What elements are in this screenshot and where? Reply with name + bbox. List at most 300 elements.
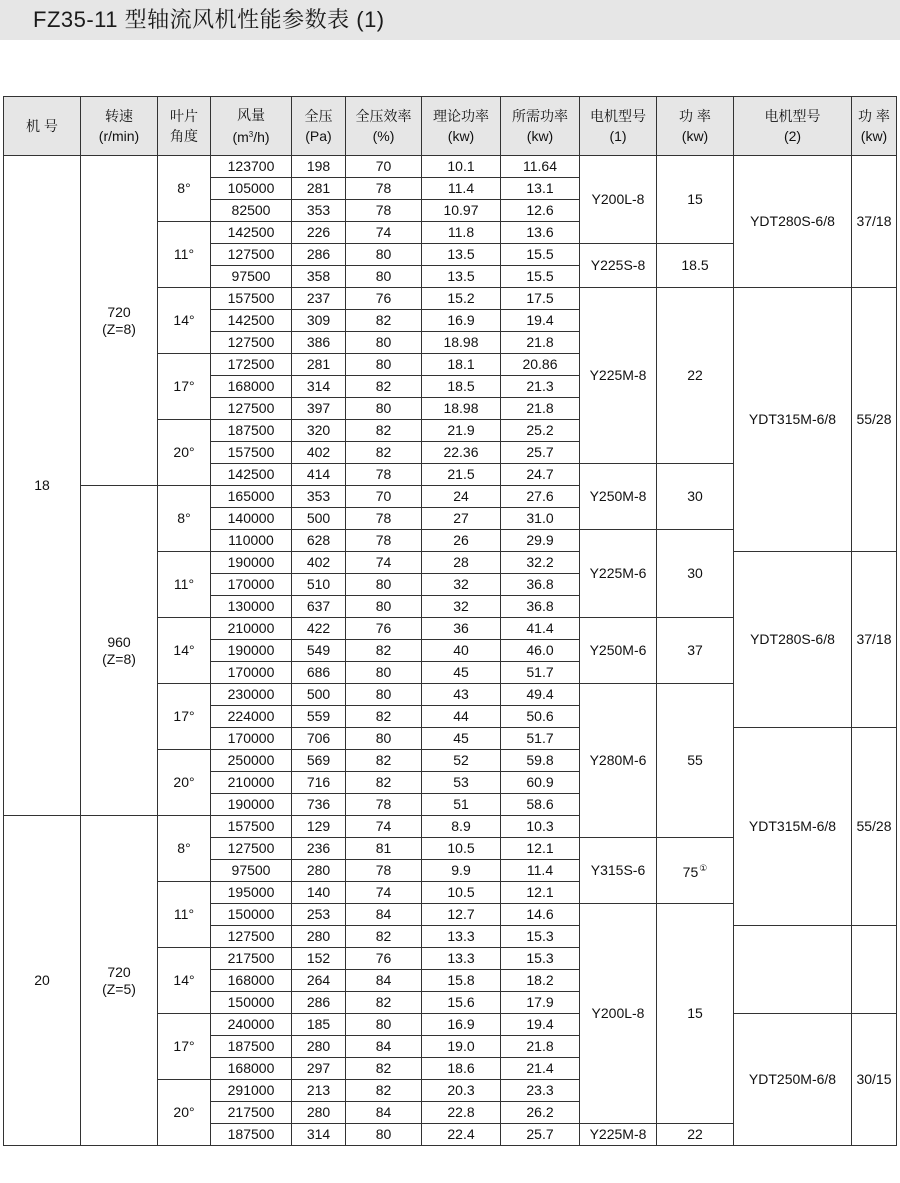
speed-cell xyxy=(81,816,158,1146)
blade-angle-cell: 14° xyxy=(158,948,211,1014)
required-power-cell: 14.6 xyxy=(501,904,580,926)
flow-cell: 127500 xyxy=(211,926,292,948)
header-required-power: 所需功率 (kw) xyxy=(501,97,580,156)
flow-cell: 170000 xyxy=(211,728,292,750)
flow-cell: 291000 xyxy=(211,1080,292,1102)
blade-angle-cell: 11° xyxy=(158,882,211,948)
required-power-cell: 25.7 xyxy=(501,1124,580,1146)
theory-power-cell: 51 xyxy=(422,794,501,816)
theory-power-cell: 10.1 xyxy=(422,156,501,178)
efficiency-cell: 84 xyxy=(346,1036,422,1058)
motor-model-1-cell: Y200L-8 xyxy=(580,904,657,1124)
motor-model-2-cell xyxy=(734,926,852,1014)
required-power-cell: 21.8 xyxy=(501,332,580,354)
motor-power-1-cell xyxy=(657,904,734,1124)
pressure-cell: 237 xyxy=(292,288,346,310)
pressure-cell: 510 xyxy=(292,574,346,596)
flow-cell: 142500 xyxy=(211,222,292,244)
efficiency-cell: 82 xyxy=(346,420,422,442)
pressure-cell: 402 xyxy=(292,442,346,464)
efficiency-cell: 82 xyxy=(346,1080,422,1102)
theory-power-cell: 44 xyxy=(422,706,501,728)
motor-power-1-cell xyxy=(657,618,734,684)
pressure-cell: 628 xyxy=(292,530,346,552)
pressure-cell: 226 xyxy=(292,222,346,244)
efficiency-cell: 80 xyxy=(346,684,422,706)
header-motor-power-1: 功 率 (kw) xyxy=(657,97,734,156)
pressure-cell: 402 xyxy=(292,552,346,574)
required-power-cell: 20.86 xyxy=(501,354,580,376)
flow-cell: 165000 xyxy=(211,486,292,508)
flow-cell: 168000 xyxy=(211,970,292,992)
pressure-cell: 253 xyxy=(292,904,346,926)
efficiency-cell: 84 xyxy=(346,970,422,992)
pressure-cell: 716 xyxy=(292,772,346,794)
flow-cell: 224000 xyxy=(211,706,292,728)
efficiency-cell: 76 xyxy=(346,948,422,970)
flow-cell: 210000 xyxy=(211,618,292,640)
motor-model-1-cell: Y225S-8 xyxy=(580,244,657,288)
efficiency-cell: 76 xyxy=(346,288,422,310)
theory-power-cell: 12.7 xyxy=(422,904,501,926)
motor-power-1-cell xyxy=(657,464,734,530)
required-power-cell: 10.3 xyxy=(501,816,580,838)
blade-angle-cell: 17° xyxy=(158,684,211,750)
theory-power-cell: 15.8 xyxy=(422,970,501,992)
blade-angle-cell: 11° xyxy=(158,552,211,618)
required-power-cell: 59.8 xyxy=(501,750,580,772)
motor-power-1-value: 22 xyxy=(687,367,703,383)
efficiency-cell: 80 xyxy=(346,728,422,750)
machine-no-cell: 20 xyxy=(4,816,81,1146)
theory-power-cell: 22.4 xyxy=(422,1124,501,1146)
efficiency-cell: 82 xyxy=(346,1058,422,1080)
motor-power-1-cell xyxy=(657,288,734,464)
flow-cell: 150000 xyxy=(211,904,292,926)
flow-cell: 127500 xyxy=(211,838,292,860)
motor-power-1-cell xyxy=(657,684,734,838)
theory-power-cell: 13.3 xyxy=(422,948,501,970)
blade-angle-cell: 17° xyxy=(158,1014,211,1080)
theory-power-cell: 20.3 xyxy=(422,1080,501,1102)
theory-power-cell: 9.9 xyxy=(422,860,501,882)
flow-cell: 187500 xyxy=(211,420,292,442)
efficiency-cell: 82 xyxy=(346,640,422,662)
required-power-cell: 41.4 xyxy=(501,618,580,640)
theory-power-cell: 13.3 xyxy=(422,926,501,948)
theory-power-cell: 26 xyxy=(422,530,501,552)
theory-power-cell: 8.9 xyxy=(422,816,501,838)
motor-model-1-cell: Y250M-8 xyxy=(580,464,657,530)
required-power-cell: 12.1 xyxy=(501,882,580,904)
theory-power-cell: 18.6 xyxy=(422,1058,501,1080)
motor-power-2-cell: 37/18 xyxy=(852,156,897,288)
pressure-cell: 320 xyxy=(292,420,346,442)
motor-power-1-cell xyxy=(657,838,734,904)
efficiency-cell: 78 xyxy=(346,794,422,816)
speed-value: 960 xyxy=(107,633,131,650)
efficiency-cell: 80 xyxy=(346,244,422,266)
required-power-cell: 31.0 xyxy=(501,508,580,530)
required-power-cell: 60.9 xyxy=(501,772,580,794)
efficiency-cell: 82 xyxy=(346,772,422,794)
efficiency-cell: 74 xyxy=(346,882,422,904)
efficiency-cell: 82 xyxy=(346,926,422,948)
required-power-cell: 21.3 xyxy=(501,376,580,398)
flow-cell: 217500 xyxy=(211,948,292,970)
pressure-cell: 309 xyxy=(292,310,346,332)
header-row xyxy=(4,97,897,156)
motor-power-2-cell xyxy=(852,926,897,1014)
motor-model-2-cell: YDT315M-6/8 xyxy=(734,288,852,552)
pressure-cell: 213 xyxy=(292,1080,346,1102)
pressure-cell: 549 xyxy=(292,640,346,662)
theory-power-cell: 22.8 xyxy=(422,1102,501,1124)
required-power-cell: 25.7 xyxy=(501,442,580,464)
efficiency-cell: 80 xyxy=(346,398,422,420)
pressure-cell: 297 xyxy=(292,1058,346,1080)
blade-angle-cell: 20° xyxy=(158,420,211,486)
efficiency-cell: 78 xyxy=(346,860,422,882)
flow-cell: 127500 xyxy=(211,332,292,354)
efficiency-cell: 82 xyxy=(346,376,422,398)
theory-power-cell: 13.5 xyxy=(422,266,501,288)
flow-cell: 170000 xyxy=(211,662,292,684)
efficiency-cell: 82 xyxy=(346,992,422,1014)
efficiency-cell: 82 xyxy=(346,310,422,332)
blade-angle-cell: 11° xyxy=(158,222,211,288)
efficiency-cell: 80 xyxy=(346,332,422,354)
table-row xyxy=(4,156,897,178)
motor-model-1-cell: Y280M-6 xyxy=(580,684,657,838)
required-power-cell: 12.6 xyxy=(501,200,580,222)
pressure-cell: 280 xyxy=(292,860,346,882)
pressure-cell: 569 xyxy=(292,750,346,772)
flow-cell: 230000 xyxy=(211,684,292,706)
motor-model-1-cell: Y315S-6 xyxy=(580,838,657,904)
required-power-cell: 24.7 xyxy=(501,464,580,486)
flow-cell: 130000 xyxy=(211,596,292,618)
efficiency-cell: 84 xyxy=(346,1102,422,1124)
header-motor-power-2: 功 率 (kw) xyxy=(852,97,897,156)
efficiency-cell: 70 xyxy=(346,156,422,178)
efficiency-cell: 82 xyxy=(346,706,422,728)
required-power-cell: 13.1 xyxy=(501,178,580,200)
required-power-cell: 36.8 xyxy=(501,574,580,596)
theory-power-cell: 18.98 xyxy=(422,398,501,420)
theory-power-cell: 18.98 xyxy=(422,332,501,354)
header-machine-no: 机 号 xyxy=(4,97,81,156)
flow-cell: 142500 xyxy=(211,310,292,332)
title-bar xyxy=(0,0,900,40)
theory-power-cell: 19.0 xyxy=(422,1036,501,1058)
flow-cell: 187500 xyxy=(211,1036,292,1058)
flow-cell: 240000 xyxy=(211,1014,292,1036)
pressure-cell: 686 xyxy=(292,662,346,684)
flow-cell: 157500 xyxy=(211,288,292,310)
required-power-cell: 26.2 xyxy=(501,1102,580,1124)
flow-cell: 195000 xyxy=(211,882,292,904)
theory-power-cell: 11.8 xyxy=(422,222,501,244)
motor-power-1-value: 30 xyxy=(687,565,703,581)
blade-angle-cell: 8° xyxy=(158,486,211,552)
pressure-cell: 286 xyxy=(292,244,346,266)
motor-power-2-cell: 30/15 xyxy=(852,1014,897,1146)
pressure-cell: 314 xyxy=(292,376,346,398)
required-power-cell: 19.4 xyxy=(501,1014,580,1036)
pressure-cell: 500 xyxy=(292,508,346,530)
required-power-cell: 21.4 xyxy=(501,1058,580,1080)
blade-angle-cell: 8° xyxy=(158,156,211,222)
flow-cell: 250000 xyxy=(211,750,292,772)
flow-cell: 168000 xyxy=(211,1058,292,1080)
pressure-cell: 706 xyxy=(292,728,346,750)
required-power-cell: 32.2 xyxy=(501,552,580,574)
machine-no-cell: 18 xyxy=(4,156,81,816)
speed-cell xyxy=(81,486,158,816)
motor-power-2-cell: 37/18 xyxy=(852,552,897,728)
efficiency-cell: 78 xyxy=(346,178,422,200)
theory-power-cell: 10.97 xyxy=(422,200,501,222)
motor-model-2-cell: YDT280S-6/8 xyxy=(734,552,852,728)
motor-power-1-cell xyxy=(657,244,734,288)
efficiency-cell: 84 xyxy=(346,904,422,926)
header-theory-power: 理论功率 (kw) xyxy=(422,97,501,156)
flow-cell: 127500 xyxy=(211,398,292,420)
motor-power-1-cell xyxy=(657,1124,734,1146)
efficiency-cell: 82 xyxy=(346,750,422,772)
pressure-cell: 422 xyxy=(292,618,346,640)
pressure-cell: 559 xyxy=(292,706,346,728)
flow-cell: 187500 xyxy=(211,1124,292,1146)
motor-model-2-cell: YDT250M-6/8 xyxy=(734,1014,852,1146)
motor-power-1-value: 75 xyxy=(682,864,699,880)
pressure-cell: 281 xyxy=(292,178,346,200)
flow-cell: 168000 xyxy=(211,376,292,398)
required-power-cell: 15.3 xyxy=(501,948,580,970)
efficiency-cell: 78 xyxy=(346,530,422,552)
pressure-cell: 736 xyxy=(292,794,346,816)
theory-power-cell: 16.9 xyxy=(422,1014,501,1036)
theory-power-cell: 18.5 xyxy=(422,376,501,398)
flow-cell: 140000 xyxy=(211,508,292,530)
motor-power-1-value: 22 xyxy=(687,1126,703,1142)
efficiency-cell: 74 xyxy=(346,552,422,574)
flow-cell: 123700 xyxy=(211,156,292,178)
efficiency-cell: 78 xyxy=(346,464,422,486)
efficiency-cell: 74 xyxy=(346,222,422,244)
theory-power-cell: 10.5 xyxy=(422,838,501,860)
pressure-cell: 140 xyxy=(292,882,346,904)
theory-power-cell: 18.1 xyxy=(422,354,501,376)
speed-value: 720 xyxy=(107,303,131,320)
blade-angle-cell: 14° xyxy=(158,618,211,684)
performance-table xyxy=(3,96,897,1146)
theory-power-cell: 28 xyxy=(422,552,501,574)
flow-cell: 190000 xyxy=(211,552,292,574)
flow-cell: 97500 xyxy=(211,266,292,288)
motor-power-1-cell xyxy=(657,156,734,244)
blade-count: (Z=5) xyxy=(102,980,136,997)
flow-cell: 97500 xyxy=(211,860,292,882)
required-power-cell: 58.6 xyxy=(501,794,580,816)
efficiency-cell: 81 xyxy=(346,838,422,860)
theory-power-cell: 45 xyxy=(422,728,501,750)
pressure-cell: 414 xyxy=(292,464,346,486)
flow-cell: 172500 xyxy=(211,354,292,376)
theory-power-cell: 21.9 xyxy=(422,420,501,442)
motor-power-1-value: 18.5 xyxy=(681,257,709,273)
required-power-cell: 12.1 xyxy=(501,838,580,860)
theory-power-cell: 16.9 xyxy=(422,310,501,332)
motor-model-2-cell: YDT280S-6/8 xyxy=(734,156,852,288)
required-power-cell: 18.2 xyxy=(501,970,580,992)
theory-power-cell: 53 xyxy=(422,772,501,794)
pressure-cell: 264 xyxy=(292,970,346,992)
flow-cell: 217500 xyxy=(211,1102,292,1124)
flow-cell: 157500 xyxy=(211,442,292,464)
flow-cell: 210000 xyxy=(211,772,292,794)
pressure-cell: 637 xyxy=(292,596,346,618)
required-power-cell: 50.6 xyxy=(501,706,580,728)
efficiency-cell: 80 xyxy=(346,596,422,618)
required-power-cell: 23.3 xyxy=(501,1080,580,1102)
motor-model-1-cell: Y250M-6 xyxy=(580,618,657,684)
motor-power-1-value: 55 xyxy=(687,752,703,768)
theory-power-cell: 13.5 xyxy=(422,244,501,266)
motor-model-1-cell: Y200L-8 xyxy=(580,156,657,244)
pressure-cell: 397 xyxy=(292,398,346,420)
required-power-cell: 11.64 xyxy=(501,156,580,178)
pressure-cell: 152 xyxy=(292,948,346,970)
theory-power-cell: 45 xyxy=(422,662,501,684)
required-power-cell: 25.2 xyxy=(501,420,580,442)
motor-model-1-cell: Y225M-6 xyxy=(580,530,657,618)
required-power-cell: 11.4 xyxy=(501,860,580,882)
flow-cell: 157500 xyxy=(211,816,292,838)
blade-angle-cell: 8° xyxy=(158,816,211,882)
blade-count: (Z=8) xyxy=(102,320,136,337)
required-power-cell: 27.6 xyxy=(501,486,580,508)
theory-power-cell: 27 xyxy=(422,508,501,530)
header-blade-angle: 叶片 角度 xyxy=(158,97,211,156)
speed-value: 720 xyxy=(107,963,131,980)
efficiency-cell: 80 xyxy=(346,354,422,376)
efficiency-cell: 70 xyxy=(346,486,422,508)
required-power-cell: 21.8 xyxy=(501,398,580,420)
required-power-cell: 15.3 xyxy=(501,926,580,948)
efficiency-cell: 80 xyxy=(346,266,422,288)
motor-model-1-cell: Y225M-8 xyxy=(580,288,657,464)
theory-power-cell: 15.2 xyxy=(422,288,501,310)
header-motor-model-2: 电机型号 (2) xyxy=(734,97,852,156)
efficiency-cell: 78 xyxy=(346,200,422,222)
motor-power-1-value: 37 xyxy=(687,642,703,658)
pressure-cell: 286 xyxy=(292,992,346,1014)
efficiency-cell: 80 xyxy=(346,1014,422,1036)
theory-power-cell: 24 xyxy=(422,486,501,508)
efficiency-cell: 80 xyxy=(346,662,422,684)
flow-cell: 105000 xyxy=(211,178,292,200)
required-power-cell: 49.4 xyxy=(501,684,580,706)
page-title: FZ35-11 型轴流风机性能参数表 (1) xyxy=(33,7,385,32)
flow-cell: 150000 xyxy=(211,992,292,1014)
theory-power-cell: 32 xyxy=(422,574,501,596)
required-power-cell: 29.9 xyxy=(501,530,580,552)
pressure-cell: 280 xyxy=(292,926,346,948)
efficiency-cell: 76 xyxy=(346,618,422,640)
theory-power-cell: 15.6 xyxy=(422,992,501,1014)
motor-power-2-cell: 55/28 xyxy=(852,728,897,926)
required-power-cell: 51.7 xyxy=(501,662,580,684)
required-power-cell: 36.8 xyxy=(501,596,580,618)
motor-model-1-cell: Y225M-8 xyxy=(580,1124,657,1146)
header-efficiency: 全压效率 (%) xyxy=(346,97,422,156)
header-speed: 转速 (r/min) xyxy=(81,97,158,156)
pressure-cell: 500 xyxy=(292,684,346,706)
flow-cell: 190000 xyxy=(211,794,292,816)
efficiency-cell: 82 xyxy=(346,442,422,464)
pressure-cell: 281 xyxy=(292,354,346,376)
blade-count: (Z=8) xyxy=(102,650,136,667)
required-power-cell: 51.7 xyxy=(501,728,580,750)
theory-power-cell: 52 xyxy=(422,750,501,772)
flow-cell: 110000 xyxy=(211,530,292,552)
flow-cell: 142500 xyxy=(211,464,292,486)
motor-model-2-cell: YDT315M-6/8 xyxy=(734,728,852,926)
required-power-cell: 17.5 xyxy=(501,288,580,310)
pressure-cell: 280 xyxy=(292,1036,346,1058)
pressure-cell: 358 xyxy=(292,266,346,288)
required-power-cell: 21.8 xyxy=(501,1036,580,1058)
motor-power-1-value: 15 xyxy=(687,1005,703,1021)
pressure-cell: 236 xyxy=(292,838,346,860)
header-motor-model-1: 电机型号 (1) xyxy=(580,97,657,156)
pressure-cell: 129 xyxy=(292,816,346,838)
theory-power-cell: 22.36 xyxy=(422,442,501,464)
motor-power-1-value: 15 xyxy=(687,191,703,207)
motor-power-1-value: 30 xyxy=(687,488,703,504)
blade-angle-cell: 14° xyxy=(158,288,211,354)
pressure-cell: 185 xyxy=(292,1014,346,1036)
required-power-cell: 15.5 xyxy=(501,266,580,288)
blade-angle-cell: 17° xyxy=(158,354,211,420)
pressure-cell: 353 xyxy=(292,486,346,508)
speed-cell xyxy=(81,156,158,486)
motor-power-1-cell xyxy=(657,530,734,618)
theory-power-cell: 11.4 xyxy=(422,178,501,200)
header-flow: 风量 $(m^3/h)$ xyxy=(211,97,292,156)
flow-cell: 170000 xyxy=(211,574,292,596)
efficiency-cell: 80 xyxy=(346,574,422,596)
header-pressure: 全压 (Pa) xyxy=(292,97,346,156)
efficiency-cell: 74 xyxy=(346,816,422,838)
pressure-cell: 353 xyxy=(292,200,346,222)
flow-cell: 190000 xyxy=(211,640,292,662)
pressure-cell: 280 xyxy=(292,1102,346,1124)
required-power-cell: 46.0 xyxy=(501,640,580,662)
footnote-mark: ① xyxy=(699,863,708,873)
required-power-cell: 19.4 xyxy=(501,310,580,332)
required-power-cell: 17.9 xyxy=(501,992,580,1014)
pressure-cell: 314 xyxy=(292,1124,346,1146)
motor-power-2-cell: 55/28 xyxy=(852,288,897,552)
theory-power-cell: 10.5 xyxy=(422,882,501,904)
blade-angle-cell: 20° xyxy=(158,750,211,816)
theory-power-cell: 43 xyxy=(422,684,501,706)
flow-cell: 127500 xyxy=(211,244,292,266)
required-power-cell: 13.6 xyxy=(501,222,580,244)
